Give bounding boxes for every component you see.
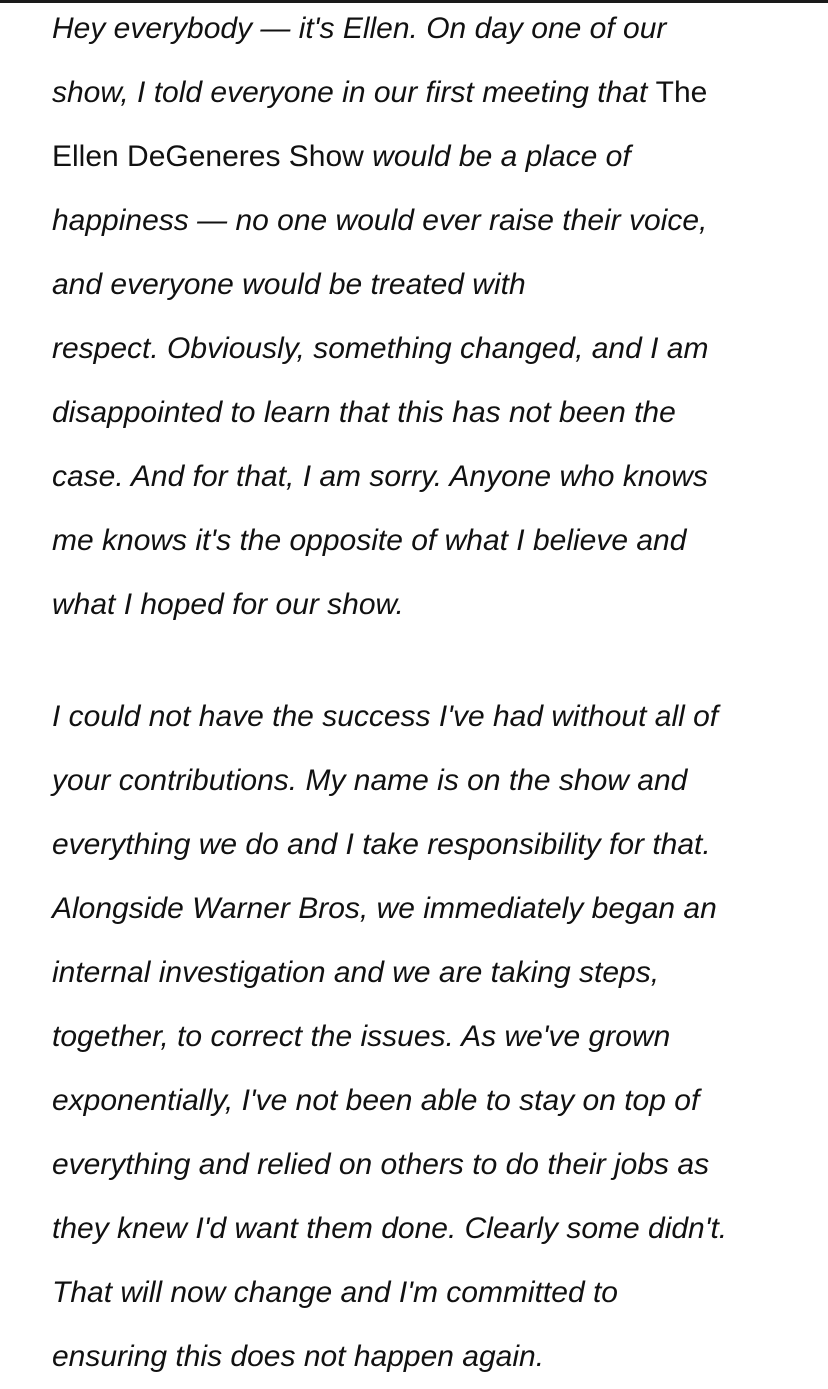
text-line: [52, 877, 812, 941]
text-line: [52, 0, 812, 61]
statement-segment: everything we do and I take responsibility for that.: [52, 828, 711, 861]
statement-segment: disappointed to learn that this has not been the: [52, 396, 676, 429]
statement-segment: they knew I'd want them done. Clearly some didn't.: [52, 1212, 728, 1245]
statement-segment: ensuring this does not happen again.: [52, 1340, 545, 1373]
text-line: [52, 509, 812, 573]
text-line: [52, 749, 812, 813]
text-line: [52, 381, 812, 445]
text-line: [52, 61, 812, 125]
statement-segment: case. And for that, I am sorry. Anyone who knows: [52, 460, 708, 493]
statement-segment: show, I told everyone in our first meeting that: [52, 76, 656, 109]
statement-segment: everything and relied on others to do their jobs as: [52, 1148, 710, 1181]
text-line: [52, 1197, 812, 1261]
text-line: [52, 813, 812, 877]
text-line: [52, 445, 812, 509]
statement-segment: happiness — no one would ever raise their voice,: [52, 204, 708, 237]
statement-segment: Alongside Warner Bros, we immediately began an: [52, 892, 717, 925]
text-line: [52, 1069, 812, 1133]
statement-segment: and everyone would be treated with: [52, 268, 526, 301]
text-line: [52, 1325, 812, 1389]
statement-segment: respect. Obviously, something changed, and I am: [52, 332, 709, 365]
paragraph-2: [52, 685, 812, 1389]
statement-segment: That will now change and I'm committed to: [52, 1276, 618, 1309]
show-title-segment: The: [655, 76, 708, 109]
text-line: [52, 1133, 812, 1197]
text-line: [52, 317, 812, 381]
statement-segment: internal investigation and we are taking steps,: [52, 956, 660, 989]
statement-segment: exponentially, I've not been able to stay on top of: [52, 1084, 700, 1117]
text-line: [52, 685, 812, 749]
text-line: [52, 1005, 812, 1069]
text-line: [52, 189, 812, 253]
statement-segment: would be a place of: [372, 140, 631, 173]
statement-segment: Hey everybody — it's Ellen. On day one of our: [52, 12, 667, 45]
paragraph-1: [52, 0, 812, 637]
text-line: [52, 573, 812, 637]
statement-segment: me knows it's the opposite of what I believe and: [52, 524, 687, 557]
statement-segment: your contributions. My name is on the show and: [52, 764, 688, 797]
statement-segment: what I hoped for our show.: [52, 588, 404, 621]
text-line: [52, 941, 812, 1005]
show-title-segment: Ellen DeGeneres Show: [52, 140, 373, 173]
text-line: [52, 1261, 812, 1325]
text-line: [52, 125, 812, 189]
statement-segment: together, to correct the issues. As we've grown: [52, 1020, 671, 1053]
text-line: [52, 253, 812, 317]
statement-segment: I could not have the success I've had without all of: [52, 700, 719, 733]
